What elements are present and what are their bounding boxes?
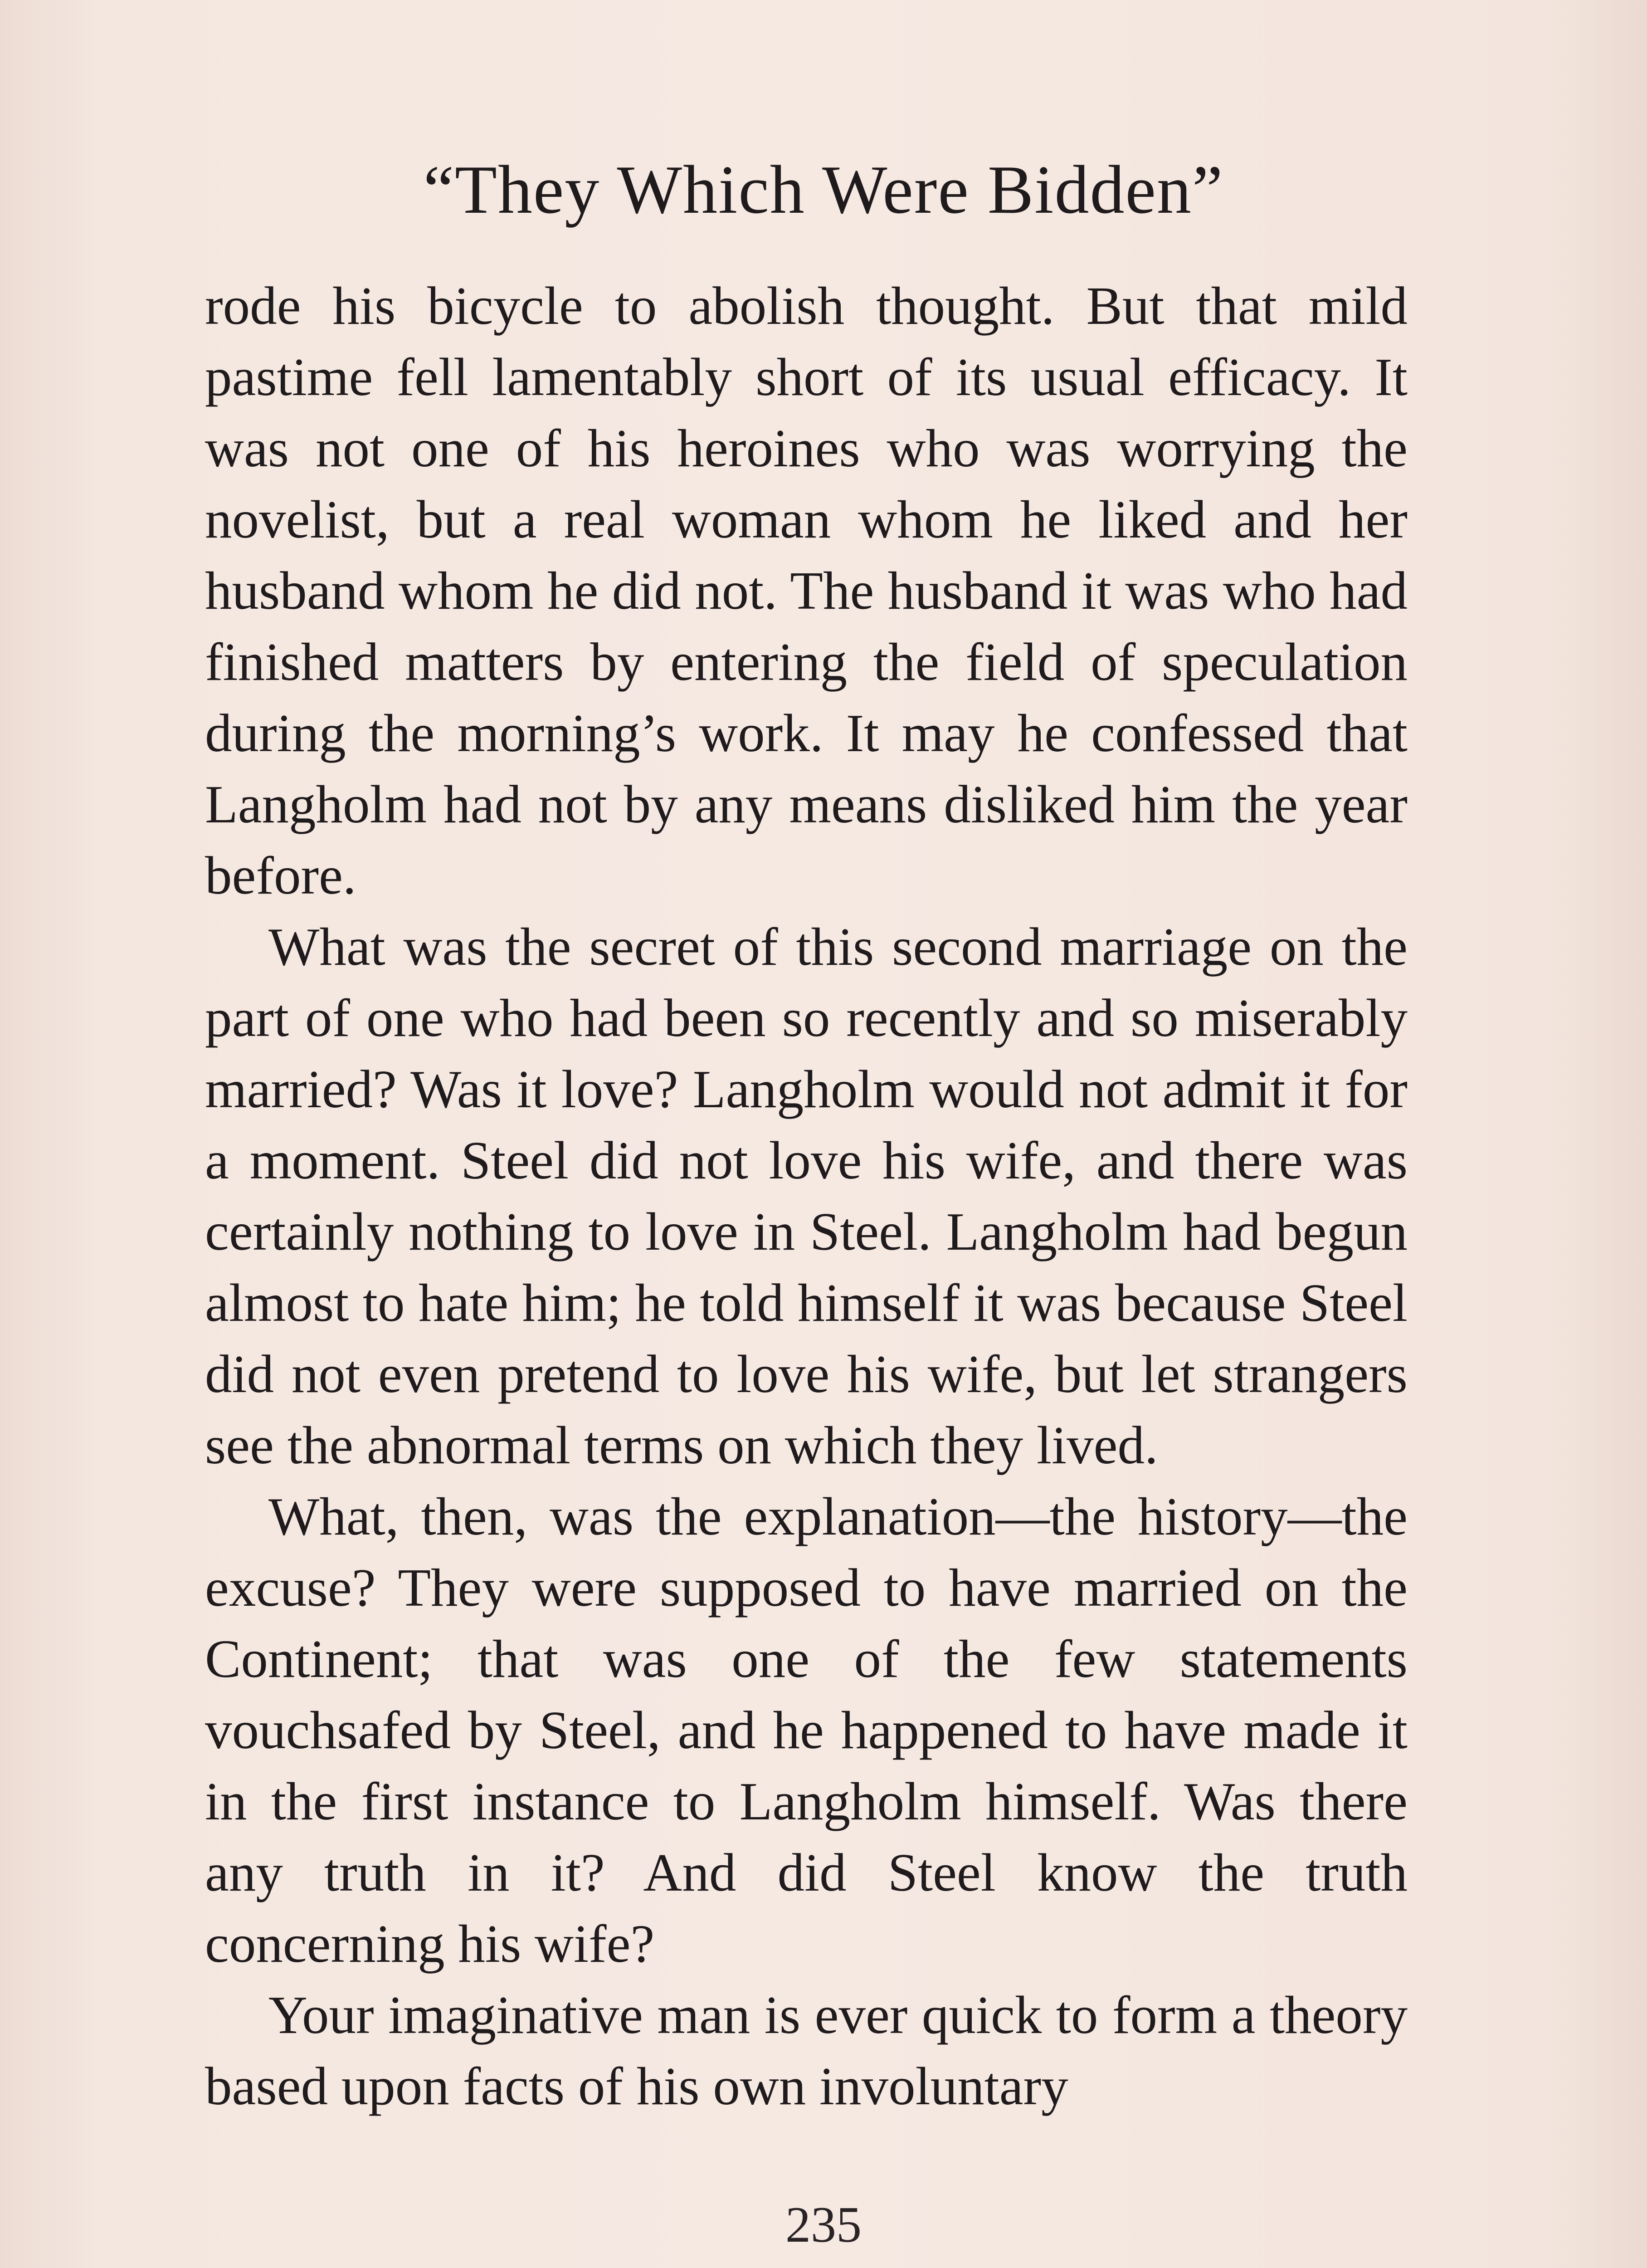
paragraph-continuation: rode his bicycle to abolish thought. But that mild pastime fell lamentably short of its usual efficacy. It was not one of his heroines who was worrying the novelist, but a real woman whom he liked and her husband whom he did not. The husband it was who had finished matters by entering the field of speculation during the morning’s work. It may he confessed that Langholm had not by any means disliked him the year before. xyxy=(205,276,1408,905)
paragraph: Your imaginative man is ever quick to form a theory based upon facts of his own involuntary xyxy=(205,1985,1408,2116)
running-title: “They Which Were Bidden” xyxy=(423,152,1224,228)
paragraph: What was the secret of this second marriage on the part of one who had been so recently and so miserably married? Was it love? Langholm would not admit it for a moment. Steel did not love his wife, and there was certainly nothing to love in Steel. Langholm had begun almost to hate him; he told himself it was because Steel did not even pretend to love his wife, but let strangers see the abnormal terms on which they lived. xyxy=(205,917,1408,1475)
page-number: 235 xyxy=(785,2197,862,2253)
paragraph: What, then, was the explanation—the history—the excuse? They were supposed to have married on the Continent; that was one of the few statements vouchsafed by Steel, and he happened to have made it in the first instance to Langholm himself. Was there any truth in it? And did Steel know the truth concerning his wife? xyxy=(205,1486,1408,1974)
body-text xyxy=(205,270,1408,2122)
